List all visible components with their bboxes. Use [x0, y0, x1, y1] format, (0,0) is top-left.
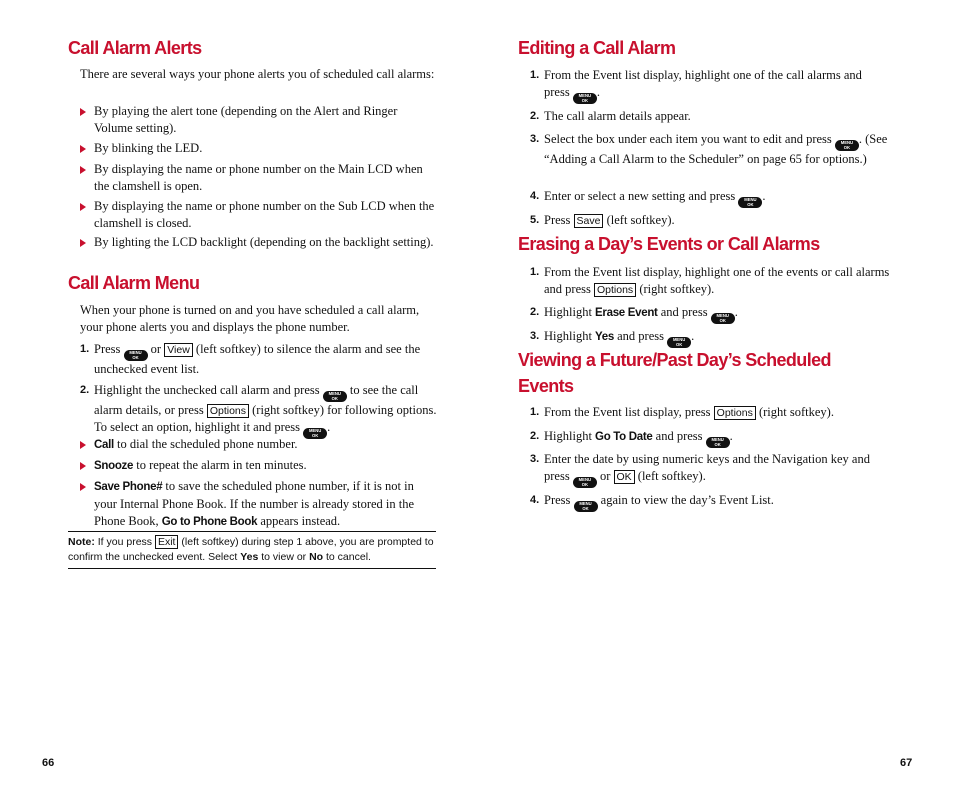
erasing-step-3: 3. Highlight Yes and press MENU OK . [530, 329, 695, 347]
editing-step-3: 3. Select the box under each item you want to edit and press MENU OK . (See “Adding a Call Alarm to the Scheduler” on page 65 for options.) [530, 132, 888, 166]
softkey-save: Save [574, 214, 604, 228]
menu-ok-key-icon: MENU OK [667, 337, 691, 348]
viewing-step-2: 2. Highlight Go To Date and press MENU OK . [530, 429, 733, 447]
bullet-triangle-icon [80, 108, 86, 116]
menu-ok-key-icon: MENU OK [574, 501, 598, 512]
option-bullet-save-phone: Save Phone# to save the scheduled phone number, if it is not in your Internal Phone Book. If the number is already stored in the Phone Book, Go to Phone Book appears instead. [68, 478, 438, 531]
menu-intro: When your phone is turned on and you have scheduled a call alarm, your phone alerts you and displays the phone number. [80, 303, 420, 334]
heading-call-alarm-menu: Call Alarm Menu [68, 273, 200, 293]
alert-bullet: By displaying the name or phone number on the Main LCD when the clamshell is open. [68, 161, 438, 195]
menu-ok-key-icon: MENU OK [323, 391, 347, 402]
bullet-triangle-icon [80, 166, 86, 174]
erasing-step-2: 2. Highlight Erase Event and press MENU OK . [530, 305, 738, 323]
editing-step-1: 1. From the Event list display, highlight one of the call alarms and press MENU OK . [530, 68, 862, 103]
heading-call-alarm-alerts: Call Alarm Alerts [68, 38, 202, 58]
heading-viewing-events: Viewing a Future/Past Day’s Scheduled Events [518, 350, 831, 396]
heading-editing-call-alarm: Editing a Call Alarm [518, 38, 676, 58]
softkey-exit: Exit [155, 535, 179, 549]
bullet-triangle-icon [80, 441, 86, 449]
bullet-triangle-icon [80, 462, 86, 470]
editing-step-2: 2. The call alarm details appear. [530, 109, 691, 123]
softkey-options: Options [594, 283, 636, 297]
menu-ok-key-icon: MENU OK [573, 93, 597, 104]
alert-bullet: By playing the alert tone (depending on the Alert and Ringer Volume setting). [68, 103, 438, 137]
menu-step-2: 2. Highlight the unchecked call alarm and press MENU OK to see the call alarm details, or press Options (right softkey) for following options. To select an option, highlight it and press MENU OK . [80, 383, 437, 438]
bullet-triangle-icon [80, 239, 86, 247]
viewing-step-3: 3. Enter the date by using numeric keys and the Navigation key and press MENU OK or OK (left softkey). [530, 452, 870, 487]
viewing-step-1: 1. From the Event list display, press Options (right softkey). [530, 405, 834, 419]
menu-ok-key-icon: MENU OK [303, 428, 327, 439]
option-bullet-snooze: Snooze to repeat the alarm in ten minutes. [68, 457, 438, 475]
page-number-left: 66 [42, 757, 55, 769]
alert-bullet: By blinking the LED. [68, 140, 438, 157]
alert-bullet: By displaying the name or phone number on the Sub LCD when the clamshell is closed. [68, 198, 438, 232]
menu-ok-key-icon: MENU OK [706, 437, 730, 448]
softkey-options: Options [714, 406, 756, 420]
option-bullet-call: Call to dial the scheduled phone number. [68, 436, 438, 454]
erasing-step-1: 1. From the Event list display, highlight one of the events or call alarms and press Options (right softkey). [530, 265, 890, 296]
softkey-options: Options [207, 404, 249, 418]
editing-step-5: 5. Press Save (left softkey). [530, 213, 675, 227]
menu-ok-key-icon: MENU OK [711, 313, 735, 324]
bullet-triangle-icon [80, 483, 86, 491]
menu-ok-key-icon: MENU OK [573, 477, 597, 488]
viewing-step-4: 4. Press MENU OK again to view the day’s Event List. [530, 493, 774, 511]
softkey-ok: OK [614, 470, 635, 484]
menu-ok-key-icon: MENU OK [124, 350, 148, 361]
menu-ok-key-icon: MENU OK [835, 140, 859, 151]
menu-step-1: 1. Press MENU OK or View (left softkey) to silence the alarm and see the unchecked event list. [80, 342, 421, 376]
softkey-view: View [164, 343, 193, 357]
alerts-intro: There are several ways your phone alerts you of scheduled call alarms: [80, 67, 435, 81]
bullet-triangle-icon [80, 145, 86, 153]
note-box: Note: If you press Exit (left softkey) during step 1 above, you are prompted to confirm the unchecked event. Select Yes to view or No to cancel. [68, 531, 436, 569]
heading-erasing-events: Erasing a Day’s Events or Call Alarms [518, 234, 820, 254]
alert-bullet: By lighting the LCD backlight (depending on the backlight setting). [68, 234, 444, 251]
bullet-triangle-icon [80, 203, 86, 211]
editing-step-4: 4. Enter or select a new setting and press MENU OK . [530, 189, 766, 207]
menu-ok-key-icon: MENU OK [738, 197, 762, 208]
page-number-right: 67 [900, 757, 913, 769]
